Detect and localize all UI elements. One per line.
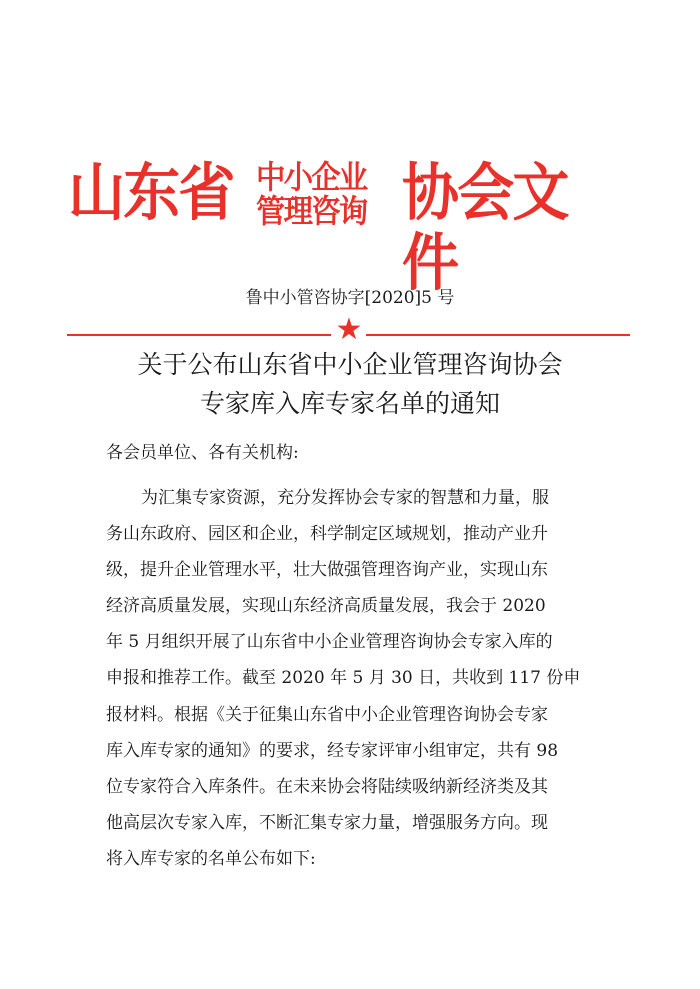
body-line: 位专家符合入库条件。在未来协会将陆续吸纳新经济类及其 xyxy=(106,776,548,797)
notice-title-line-1: 关于公布山东省中小企业管理咨询协会 xyxy=(137,350,563,379)
body-line: 申报和推荐工作。截至 2020 年 5 月 30 日，共收到 117 份申 xyxy=(106,668,581,689)
body-line: 他高层次专家入库，不断汇集专家力量，增强服务方向。现 xyxy=(106,812,548,833)
star-icon: ★ xyxy=(335,312,363,347)
body-line: 报材料。根据《关于征集山东省中小企业管理咨询协会专家 xyxy=(106,704,548,725)
body-line: 经济高质量发展，实现山东经济高质量发展，我会于 2020 xyxy=(106,596,546,617)
body-line: 年 5 月组织开展了山东省中小企业管理咨询协会专家入库的 xyxy=(106,632,553,653)
letterhead-province: 山东省 xyxy=(68,156,234,229)
letterhead-org-top: 中小企业 xyxy=(256,158,367,196)
body-line: 级，提升企业管理水平，壮大做强管理咨询产业，实现山东 xyxy=(106,560,548,581)
notice-body xyxy=(106,480,596,877)
body-line: 将入库专家的名单公布如下: xyxy=(106,848,316,869)
body-line: 为汇集专家资源，充分发挥协会专家的智慧和力量，服 xyxy=(141,488,549,508)
document-number: 鲁中小管咨协字[2020]5 号 xyxy=(245,288,455,308)
body-line: 库入库专家的通知》的要求，经专家评审小组审定，共有 98 xyxy=(106,740,559,761)
body-line: 务山东政府、园区和企业，科学制定区域规划，推动产业升 xyxy=(106,524,548,545)
notice-title-line-2: 专家库入库专家名单的通知 xyxy=(199,389,500,418)
divider-left xyxy=(67,334,331,336)
divider-right xyxy=(366,334,630,336)
letterhead-org-bottom: 管理咨询 xyxy=(256,192,367,230)
letterhead-doc-type: 协会文件 xyxy=(402,156,568,299)
salutation: 各会员单位、各有关机构: xyxy=(106,443,299,463)
